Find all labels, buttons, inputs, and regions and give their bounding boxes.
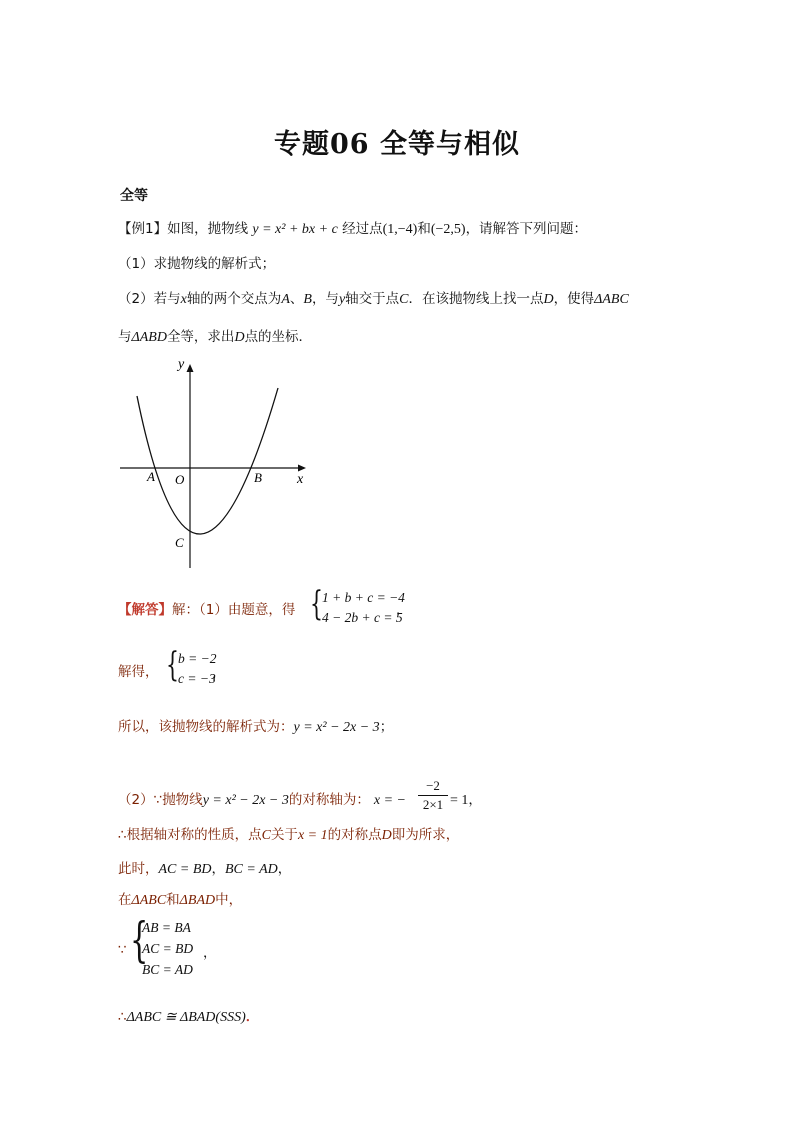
part-2-line-2 [118,823,459,844]
q2-var: A [281,292,290,307]
semicolon: ； [379,719,394,735]
q2-var: y [338,292,346,307]
therefore-symbol: ∴ [118,827,127,843]
fraction-bar [418,795,448,796]
solution-text: 即为所求， [391,827,460,843]
point-1: (1,−4) [382,222,418,237]
system-3-eq-2: AC = BD [142,941,194,956]
solution-text: 中， [215,892,243,908]
solution-text: 关于 [270,827,298,843]
q2-text: ，与 [311,291,339,307]
because-symbol: ∵ [118,942,127,958]
q2-var: C [399,292,409,307]
question-2-line-1 [118,287,629,308]
question-1: （1）求抛物线的解析式； [118,256,276,272]
system-2-eq-1: b = −2 [178,651,217,666]
equation-system-3 [130,912,210,982]
question-2-line-2 [118,325,312,346]
axis-equation: x = − [373,793,406,808]
q2-var: x [180,292,187,307]
comma: ， [468,792,482,808]
brace: { [166,645,179,685]
parabola-equation: y = x² − 2x − 3 [202,793,289,808]
example-text: ，请解答下列问题： [465,221,588,237]
parabola-equation: y = x² + bx + c [252,222,338,237]
part-label: （2） [118,792,154,808]
point-c-label: C [175,535,184,550]
example-intro: 如图，抛物线 [167,221,249,237]
comma: ， [396,602,410,618]
final-equation: y = x² − 2x − 3 [293,720,380,735]
y-axis-arrow [187,364,194,372]
solution-tag: 【解答】 [118,602,172,618]
q2-text: 与 [118,329,132,345]
equation-system-1 [310,584,410,630]
because-symbol: ∵ [153,792,163,808]
equality: AC = BD [158,862,212,877]
axis-equation: x = 1 [297,828,328,843]
q2-text: ．在该抛物线上找一点 [408,291,544,307]
comma: ， [277,861,292,877]
solution-text: 解：（1）由题意，得 [172,602,296,618]
axis-value [450,788,482,809]
brace: { [310,584,323,624]
part-2-line-4 [118,888,242,909]
q2-text: 全等，求出 [166,329,235,345]
part-2-line-3 [118,857,291,878]
q2-text: （2）若与 [118,291,181,307]
system-3-eq-1: AB = BA [142,920,191,935]
var: C [261,828,271,843]
system-2-eq-2: c = −3 [178,671,216,686]
system-3-eq-3: BC = AD [142,962,193,977]
example-text: 经过点 [342,221,383,237]
solution-text: 的对称点 [327,827,382,843]
page-title: 专题06 全等与相似 [274,129,520,160]
point-2: (−2,5) [430,222,466,237]
solution-text: 根据轴对称的性质，点 [126,827,262,843]
axis-value-text: = 1 [450,793,469,808]
triangle: ΔABC [131,893,167,908]
comma: ， [212,666,226,682]
solution-text: 的对称轴为： [288,792,370,808]
comma: ， [203,945,217,961]
origin-label: O [175,472,185,487]
part-2-conclusion [118,1005,259,1026]
q2-text: 点的坐标． [244,329,313,345]
point-a-label: A [147,469,155,484]
example-line-1 [118,217,587,238]
example-tag: 【例1】 [118,221,168,237]
period: ． [245,1009,260,1025]
therefore-symbol: ∴ [118,1009,127,1025]
fraction-denominator: 2×1 [422,797,444,812]
solution-text: 抛物线 [162,792,203,808]
x-axis-arrow [298,465,306,472]
parabola-graph [110,350,320,575]
comma: ， [211,861,225,877]
brace: { [130,912,149,968]
q2-var: ΔABC [594,292,629,307]
part-2-line-1 [118,788,406,809]
solution-line-1 [118,598,295,618]
q2-text: ，使得 [553,291,595,307]
q2-var: D [543,292,554,307]
solution-text: 此时， [118,861,159,877]
congruence-statement: ΔABC ≅ ΔBAD(SSS) [126,1010,246,1025]
q2-text: 、 [289,291,304,307]
q2-var: B [303,292,312,307]
fraction-numerator: −2 [426,778,440,793]
solution-text: 在 [118,892,132,908]
solution-text: 所以，该抛物线的解析式为： [118,719,294,735]
x-axis-label: x [297,472,304,487]
system-1-eq-1: 1 + b + c = −4 [322,590,405,605]
solution-line-3 [118,715,393,736]
point-b-label: B [254,470,262,485]
triangle: ΔBAD [179,893,216,908]
section-heading: 全等 [120,188,148,204]
fraction [418,778,448,813]
q2-text: 轴的两个交点为 [186,291,282,307]
equality: BC = AD [225,862,278,877]
example-text: 和 [417,221,431,237]
solution-text: 和 [166,892,180,908]
q2-var: D [234,330,245,345]
q2-var: ΔABD [131,330,167,345]
q2-text: 轴交于点 [345,291,400,307]
system-1-eq-2: 4 − 2b + c = 5 [322,610,403,625]
solution-line-2: 解得， [118,664,159,680]
parabola-curve [137,388,278,534]
var: D [381,828,392,843]
y-axis-label: y [178,357,185,372]
